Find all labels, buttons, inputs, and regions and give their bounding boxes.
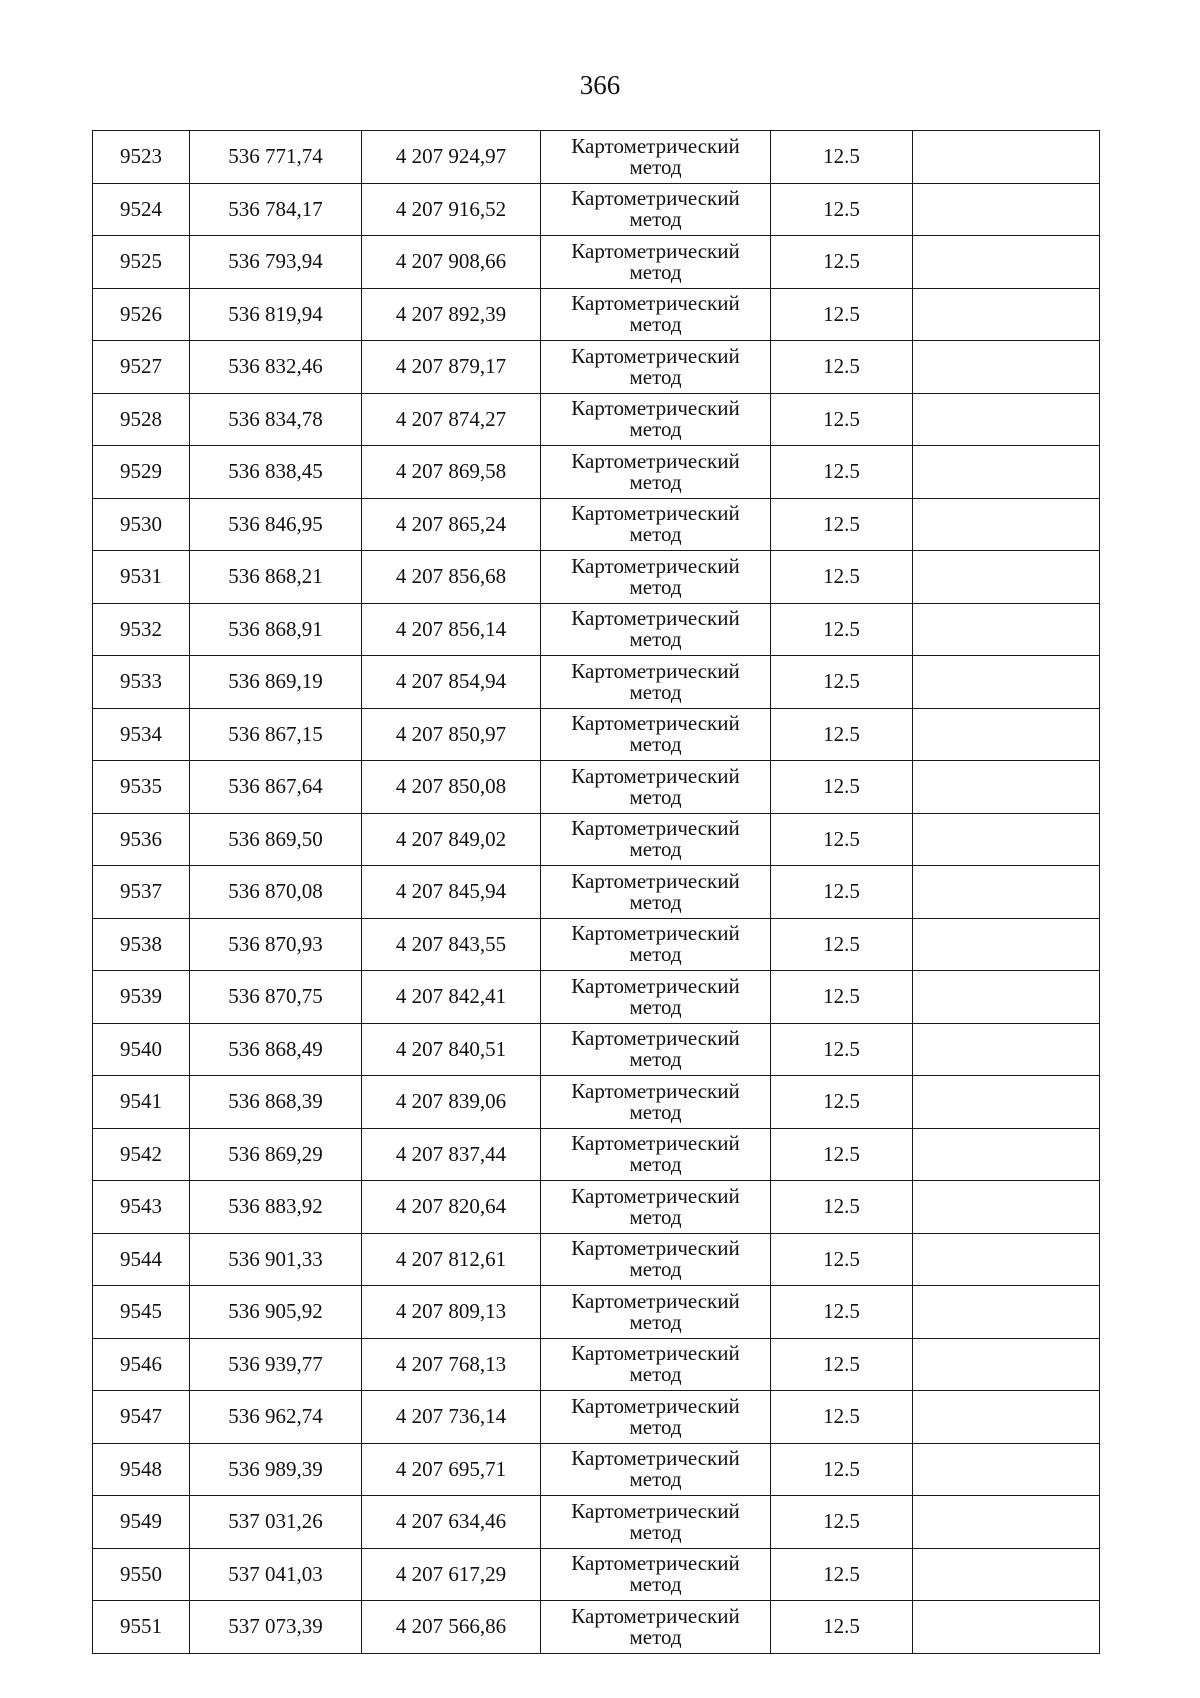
- accuracy-cell: 12.5: [771, 1391, 913, 1444]
- y-coordinate-cell: 4 207 812,61: [362, 1233, 541, 1286]
- method-line-2: метод: [629, 522, 682, 547]
- table-row: [93, 708, 1100, 761]
- note-cell: [913, 1233, 1100, 1286]
- method-line-2: метод: [629, 469, 682, 494]
- method-line-1: Картометрический: [571, 501, 740, 526]
- method-cell: [541, 131, 771, 184]
- accuracy-cell: 12.5: [771, 498, 913, 551]
- point-number-cell: 9538: [93, 918, 190, 971]
- accuracy-cell: 12.5: [771, 1496, 913, 1549]
- method-line-1: Картометрический: [571, 1236, 740, 1261]
- method-cell: [541, 183, 771, 236]
- method-line-2: метод: [629, 1572, 682, 1597]
- note-cell: [913, 1023, 1100, 1076]
- method-line-2: метод: [629, 994, 682, 1019]
- table-row: [93, 446, 1100, 499]
- method-line-1: Картометрический: [571, 1498, 740, 1523]
- accuracy-cell: 12.5: [771, 1023, 913, 1076]
- method-line-1: Картометрический: [571, 973, 740, 998]
- y-coordinate-cell: 4 207 856,68: [362, 551, 541, 604]
- x-coordinate-cell: 536 867,64: [190, 761, 362, 814]
- accuracy-cell: 12.5: [771, 1181, 913, 1234]
- method-cell: [541, 446, 771, 499]
- table-row: [93, 603, 1100, 656]
- note-cell: [913, 971, 1100, 1024]
- note-cell: [913, 236, 1100, 289]
- point-number-cell: 9550: [93, 1548, 190, 1601]
- method-cell: [541, 1601, 771, 1654]
- method-line-1: Картометрический: [571, 1078, 740, 1103]
- x-coordinate-cell: 536 883,92: [190, 1181, 362, 1234]
- table-row: [93, 288, 1100, 341]
- method-line-1: Картометрический: [571, 1446, 740, 1471]
- table-row: [93, 131, 1100, 184]
- accuracy-cell: 12.5: [771, 761, 913, 814]
- accuracy-cell: 12.5: [771, 1076, 913, 1129]
- x-coordinate-cell: 536 870,75: [190, 971, 362, 1024]
- y-coordinate-cell: 4 207 856,14: [362, 603, 541, 656]
- method-line-1: Картометрический: [571, 396, 740, 421]
- point-number-cell: 9541: [93, 1076, 190, 1129]
- table-row: [93, 1233, 1100, 1286]
- table-row: [93, 1181, 1100, 1234]
- accuracy-cell: 12.5: [771, 551, 913, 604]
- point-number-cell: 9527: [93, 341, 190, 394]
- accuracy-cell: 12.5: [771, 1128, 913, 1181]
- note-cell: [913, 1181, 1100, 1234]
- table-row: [93, 1023, 1100, 1076]
- point-number-cell: 9536: [93, 813, 190, 866]
- table-row: [93, 1338, 1100, 1391]
- method-line-2: метод: [629, 1624, 682, 1649]
- x-coordinate-cell: 536 868,91: [190, 603, 362, 656]
- x-coordinate-cell: 536 834,78: [190, 393, 362, 446]
- method-line-2: метод: [629, 574, 682, 599]
- method-line-1: Картометрический: [571, 763, 740, 788]
- method-line-1: Картометрический: [571, 553, 740, 578]
- point-number-cell: 9526: [93, 288, 190, 341]
- method-cell: [541, 498, 771, 551]
- table-row: [93, 918, 1100, 971]
- accuracy-cell: 12.5: [771, 1548, 913, 1601]
- accuracy-cell: 12.5: [771, 1443, 913, 1496]
- method-line-1: Картометрический: [571, 343, 740, 368]
- point-number-cell: 9528: [93, 393, 190, 446]
- note-cell: [913, 1391, 1100, 1444]
- accuracy-cell: 12.5: [771, 236, 913, 289]
- method-line-1: Картометрический: [571, 133, 740, 158]
- method-cell: [541, 656, 771, 709]
- y-coordinate-cell: 4 207 865,24: [362, 498, 541, 551]
- method-cell: [541, 761, 771, 814]
- y-coordinate-cell: 4 207 842,41: [362, 971, 541, 1024]
- y-coordinate-cell: 4 207 768,13: [362, 1338, 541, 1391]
- x-coordinate-cell: 536 901,33: [190, 1233, 362, 1286]
- method-cell: [541, 341, 771, 394]
- method-cell: [541, 813, 771, 866]
- method-line-2: метод: [629, 837, 682, 862]
- point-number-cell: 9546: [93, 1338, 190, 1391]
- method-line-1: Картометрический: [571, 1026, 740, 1051]
- method-line-2: метод: [629, 1099, 682, 1124]
- note-cell: [913, 288, 1100, 341]
- method-line-2: метод: [629, 679, 682, 704]
- table-row: [93, 1496, 1100, 1549]
- method-line-1: Картометрический: [571, 658, 740, 683]
- x-coordinate-cell: 536 905,92: [190, 1286, 362, 1339]
- method-line-1: Картометрический: [571, 1551, 740, 1576]
- note-cell: [913, 183, 1100, 236]
- table-row: [93, 551, 1100, 604]
- accuracy-cell: 12.5: [771, 183, 913, 236]
- note-cell: [913, 708, 1100, 761]
- method-cell: [541, 1443, 771, 1496]
- note-cell: [913, 656, 1100, 709]
- y-coordinate-cell: 4 207 566,86: [362, 1601, 541, 1654]
- x-coordinate-cell: 536 869,29: [190, 1128, 362, 1181]
- point-number-cell: 9537: [93, 866, 190, 919]
- point-number-cell: 9524: [93, 183, 190, 236]
- accuracy-cell: 12.5: [771, 1338, 913, 1391]
- method-line-1: Картометрический: [571, 816, 740, 841]
- x-coordinate-cell: 536 869,19: [190, 656, 362, 709]
- table-row: [93, 393, 1100, 446]
- accuracy-cell: 12.5: [771, 971, 913, 1024]
- y-coordinate-cell: 4 207 845,94: [362, 866, 541, 919]
- y-coordinate-cell: 4 207 924,97: [362, 131, 541, 184]
- table-row: [93, 971, 1100, 1024]
- table-row: [93, 866, 1100, 919]
- y-coordinate-cell: 4 207 854,94: [362, 656, 541, 709]
- method-line-2: метод: [629, 364, 682, 389]
- point-number-cell: 9534: [93, 708, 190, 761]
- x-coordinate-cell: 536 819,94: [190, 288, 362, 341]
- table-row: [93, 656, 1100, 709]
- method-line-2: метод: [629, 1309, 682, 1334]
- method-line-1: Картометрический: [571, 921, 740, 946]
- y-coordinate-cell: 4 207 892,39: [362, 288, 541, 341]
- x-coordinate-cell: 537 041,03: [190, 1548, 362, 1601]
- method-cell: [541, 1496, 771, 1549]
- y-coordinate-cell: 4 207 839,06: [362, 1076, 541, 1129]
- point-number-cell: 9531: [93, 551, 190, 604]
- note-cell: [913, 551, 1100, 604]
- note-cell: [913, 446, 1100, 499]
- x-coordinate-cell: 536 832,46: [190, 341, 362, 394]
- table-row: [93, 1443, 1100, 1496]
- method-line-2: метод: [629, 1362, 682, 1387]
- method-cell: [541, 288, 771, 341]
- point-number-cell: 9543: [93, 1181, 190, 1234]
- y-coordinate-cell: 4 207 695,71: [362, 1443, 541, 1496]
- method-cell: [541, 1076, 771, 1129]
- method-line-2: метод: [629, 207, 682, 232]
- y-coordinate-cell: 4 207 850,08: [362, 761, 541, 814]
- method-cell: [541, 236, 771, 289]
- method-cell: [541, 1548, 771, 1601]
- method-line-1: Картометрический: [571, 711, 740, 736]
- y-coordinate-cell: 4 207 617,29: [362, 1548, 541, 1601]
- note-cell: [913, 603, 1100, 656]
- x-coordinate-cell: 536 870,08: [190, 866, 362, 919]
- note-cell: [913, 1548, 1100, 1601]
- method-line-2: метод: [629, 732, 682, 757]
- method-line-1: Картометрический: [571, 238, 740, 263]
- method-line-1: Картометрический: [571, 1603, 740, 1628]
- y-coordinate-cell: 4 207 837,44: [362, 1128, 541, 1181]
- point-number-cell: 9544: [93, 1233, 190, 1286]
- table-row: [93, 1601, 1100, 1654]
- point-number-cell: 9549: [93, 1496, 190, 1549]
- x-coordinate-cell: 536 939,77: [190, 1338, 362, 1391]
- accuracy-cell: 12.5: [771, 656, 913, 709]
- method-line-2: метод: [629, 1047, 682, 1072]
- note-cell: [913, 1286, 1100, 1339]
- x-coordinate-cell: 536 870,93: [190, 918, 362, 971]
- table-row: [93, 236, 1100, 289]
- method-line-2: метод: [629, 1204, 682, 1229]
- method-line-2: метод: [629, 627, 682, 652]
- x-coordinate-cell: 536 989,39: [190, 1443, 362, 1496]
- accuracy-cell: 12.5: [771, 288, 913, 341]
- method-line-2: метод: [629, 1414, 682, 1439]
- method-line-2: метод: [629, 1257, 682, 1282]
- accuracy-cell: 12.5: [771, 918, 913, 971]
- x-coordinate-cell: 536 868,49: [190, 1023, 362, 1076]
- y-coordinate-cell: 4 207 849,02: [362, 813, 541, 866]
- method-line-2: метод: [629, 942, 682, 967]
- method-line-1: Картометрический: [571, 868, 740, 893]
- point-number-cell: 9545: [93, 1286, 190, 1339]
- method-cell: [541, 1391, 771, 1444]
- table-row: [93, 761, 1100, 814]
- x-coordinate-cell: 536 793,94: [190, 236, 362, 289]
- point-number-cell: 9525: [93, 236, 190, 289]
- method-line-1: Картометрический: [571, 606, 740, 631]
- method-cell: [541, 1128, 771, 1181]
- point-number-cell: 9548: [93, 1443, 190, 1496]
- note-cell: [913, 761, 1100, 814]
- method-line-2: метод: [629, 312, 682, 337]
- method-cell: [541, 393, 771, 446]
- accuracy-cell: 12.5: [771, 1233, 913, 1286]
- method-cell: [541, 1023, 771, 1076]
- note-cell: [913, 866, 1100, 919]
- y-coordinate-cell: 4 207 874,27: [362, 393, 541, 446]
- table-row: [93, 813, 1100, 866]
- accuracy-cell: 12.5: [771, 1286, 913, 1339]
- note-cell: [913, 341, 1100, 394]
- point-number-cell: 9523: [93, 131, 190, 184]
- point-number-cell: 9529: [93, 446, 190, 499]
- method-line-1: Картометрический: [571, 1393, 740, 1418]
- method-line-2: метод: [629, 1152, 682, 1177]
- method-cell: [541, 1338, 771, 1391]
- y-coordinate-cell: 4 207 879,17: [362, 341, 541, 394]
- point-number-cell: 9532: [93, 603, 190, 656]
- note-cell: [913, 393, 1100, 446]
- page-number: 366: [579, 70, 621, 100]
- x-coordinate-cell: 536 962,74: [190, 1391, 362, 1444]
- method-cell: [541, 1286, 771, 1339]
- y-coordinate-cell: 4 207 916,52: [362, 183, 541, 236]
- point-number-cell: 9535: [93, 761, 190, 814]
- method-line-1: Картометрический: [571, 1288, 740, 1313]
- point-number-cell: 9547: [93, 1391, 190, 1444]
- x-coordinate-cell: 536 771,74: [190, 131, 362, 184]
- x-coordinate-cell: 536 868,39: [190, 1076, 362, 1129]
- table-row: [93, 183, 1100, 236]
- accuracy-cell: 12.5: [771, 708, 913, 761]
- point-number-cell: 9539: [93, 971, 190, 1024]
- y-coordinate-cell: 4 207 869,58: [362, 446, 541, 499]
- y-coordinate-cell: 4 207 850,97: [362, 708, 541, 761]
- method-line-1: Картометрический: [571, 448, 740, 473]
- method-cell: [541, 866, 771, 919]
- accuracy-cell: 12.5: [771, 446, 913, 499]
- point-number-cell: 9533: [93, 656, 190, 709]
- table-row: [93, 1076, 1100, 1129]
- method-cell: [541, 708, 771, 761]
- method-line-1: Картометрический: [571, 1131, 740, 1156]
- note-cell: [913, 1443, 1100, 1496]
- x-coordinate-cell: 537 073,39: [190, 1601, 362, 1654]
- method-cell: [541, 971, 771, 1024]
- accuracy-cell: 12.5: [771, 393, 913, 446]
- note-cell: [913, 1076, 1100, 1129]
- point-number-cell: 9530: [93, 498, 190, 551]
- note-cell: [913, 1128, 1100, 1181]
- x-coordinate-cell: 536 838,45: [190, 446, 362, 499]
- x-coordinate-cell: 536 867,15: [190, 708, 362, 761]
- coordinates-table-body: [93, 131, 1100, 1654]
- accuracy-cell: 12.5: [771, 341, 913, 394]
- method-line-1: Картометрический: [571, 1183, 740, 1208]
- note-cell: [913, 1601, 1100, 1654]
- table-row: [93, 1286, 1100, 1339]
- y-coordinate-cell: 4 207 736,14: [362, 1391, 541, 1444]
- table-row: [93, 1548, 1100, 1601]
- accuracy-cell: 12.5: [771, 1601, 913, 1654]
- method-line-1: Картометрический: [571, 1341, 740, 1366]
- x-coordinate-cell: 536 784,17: [190, 183, 362, 236]
- method-line-1: Картометрический: [571, 291, 740, 316]
- note-cell: [913, 1338, 1100, 1391]
- method-line-2: метод: [629, 154, 682, 179]
- x-coordinate-cell: 537 031,26: [190, 1496, 362, 1549]
- accuracy-cell: 12.5: [771, 131, 913, 184]
- note-cell: [913, 813, 1100, 866]
- accuracy-cell: 12.5: [771, 603, 913, 656]
- note-cell: [913, 131, 1100, 184]
- note-cell: [913, 1496, 1100, 1549]
- y-coordinate-cell: 4 207 820,64: [362, 1181, 541, 1234]
- y-coordinate-cell: 4 207 843,55: [362, 918, 541, 971]
- method-line-2: метод: [629, 784, 682, 809]
- method-line-2: метод: [629, 1467, 682, 1492]
- x-coordinate-cell: 536 869,50: [190, 813, 362, 866]
- method-line-2: метод: [629, 1519, 682, 1544]
- x-coordinate-cell: 536 868,21: [190, 551, 362, 604]
- point-number-cell: 9542: [93, 1128, 190, 1181]
- coordinates-table: [92, 130, 1100, 1654]
- accuracy-cell: 12.5: [771, 813, 913, 866]
- method-cell: [541, 918, 771, 971]
- method-cell: [541, 1233, 771, 1286]
- table-row: [93, 341, 1100, 394]
- y-coordinate-cell: 4 207 809,13: [362, 1286, 541, 1339]
- method-cell: [541, 603, 771, 656]
- accuracy-cell: 12.5: [771, 866, 913, 919]
- method-cell: [541, 1181, 771, 1234]
- method-line-2: метод: [629, 889, 682, 914]
- note-cell: [913, 918, 1100, 971]
- point-number-cell: 9540: [93, 1023, 190, 1076]
- method-line-2: метод: [629, 417, 682, 442]
- method-cell: [541, 551, 771, 604]
- point-number-cell: 9551: [93, 1601, 190, 1654]
- y-coordinate-cell: 4 207 840,51: [362, 1023, 541, 1076]
- y-coordinate-cell: 4 207 908,66: [362, 236, 541, 289]
- table-row: [93, 1391, 1100, 1444]
- method-line-1: Картометрический: [571, 186, 740, 211]
- note-cell: [913, 498, 1100, 551]
- method-line-2: метод: [629, 259, 682, 284]
- y-coordinate-cell: 4 207 634,46: [362, 1496, 541, 1549]
- table-row: [93, 1128, 1100, 1181]
- x-coordinate-cell: 536 846,95: [190, 498, 362, 551]
- table-row: [93, 498, 1100, 551]
